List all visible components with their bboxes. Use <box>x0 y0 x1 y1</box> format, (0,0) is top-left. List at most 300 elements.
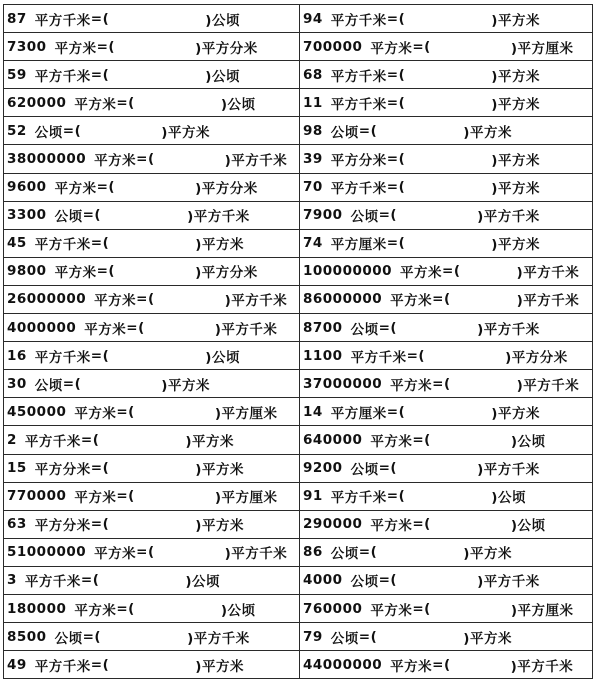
conversion-cell <box>300 398 593 426</box>
quantity-value: 26000000 <box>7 291 87 308</box>
quantity-value: 8700 <box>303 319 343 336</box>
equals-open-paren: =( <box>386 151 406 168</box>
conversion-cell <box>300 342 593 370</box>
conversion-problem <box>4 455 299 482</box>
target-unit: )平方米 <box>491 181 540 198</box>
equals-open-paren: =( <box>386 179 406 196</box>
quantity-value: 38000000 <box>7 151 87 168</box>
quantity-value: 86000000 <box>303 291 383 308</box>
table-row <box>4 510 593 538</box>
table-row <box>4 117 593 145</box>
conversion-problem <box>300 5 592 32</box>
quantity-value: 760000 <box>303 600 363 617</box>
conversion-cell <box>4 482 300 510</box>
conversion-cell <box>300 33 593 61</box>
source-unit: 平方分米 <box>34 462 91 479</box>
conversion-table <box>3 4 593 679</box>
equals-open-paren: =( <box>126 319 145 336</box>
source-unit: 平方千米 <box>350 349 407 366</box>
conversion-cell <box>300 257 593 285</box>
conversion-problem <box>300 342 592 369</box>
quantity-value: 450000 <box>7 403 67 420</box>
quantity-value: 87 <box>7 10 27 27</box>
target-unit: )公顷 <box>205 12 240 29</box>
equals-open-paren: =( <box>90 656 110 673</box>
conversion-cell <box>300 61 593 89</box>
target-unit: )平方厘米 <box>214 405 278 422</box>
quantity-value: 1100 <box>303 347 343 364</box>
target-unit: )公顷 <box>510 518 546 535</box>
quantity-value: 7900 <box>303 207 343 224</box>
conversion-problem <box>4 314 299 341</box>
target-unit: )平方千米 <box>516 293 580 310</box>
target-unit: )平方米 <box>463 546 512 563</box>
table-row <box>4 623 593 651</box>
equals-open-paren: =( <box>386 235 406 252</box>
conversion-cell <box>4 370 300 398</box>
quantity-value: 700000 <box>303 38 363 55</box>
table-row <box>4 89 593 117</box>
conversion-problem <box>4 117 299 144</box>
equals-open-paren: =( <box>386 403 406 420</box>
equals-open-paren: =( <box>62 375 82 392</box>
source-unit: 平方千米 <box>330 12 387 29</box>
source-unit: 平方米 <box>390 377 433 394</box>
source-unit: 公顷 <box>350 321 379 338</box>
target-unit: )平方厘米 <box>510 40 574 57</box>
source-unit: 公顷 <box>350 574 379 591</box>
source-unit: 平方米 <box>74 96 117 113</box>
target-unit: )平方米 <box>463 124 512 141</box>
conversion-cell <box>4 538 300 566</box>
conversion-problem <box>300 174 592 201</box>
conversion-cell <box>4 89 300 117</box>
equals-open-paren: =( <box>90 66 110 83</box>
target-unit: )公顷 <box>185 574 221 591</box>
quantity-value: 70 <box>303 179 323 196</box>
source-unit: 平方千米 <box>330 96 387 113</box>
source-unit: 平方米 <box>390 658 433 675</box>
equals-open-paren: =( <box>136 291 155 308</box>
conversion-problem <box>4 286 299 313</box>
source-unit: 平方米 <box>400 265 443 282</box>
quantity-value: 63 <box>7 516 27 533</box>
conversion-cell <box>300 566 593 594</box>
conversion-cell <box>4 285 300 313</box>
conversion-cell <box>4 117 300 145</box>
quantity-value: 100000000 <box>303 263 393 280</box>
conversion-problem <box>4 623 299 650</box>
quantity-value: 30 <box>7 375 27 392</box>
equals-open-paren: =( <box>358 628 378 645</box>
quantity-value: 290000 <box>303 516 363 533</box>
equals-open-paren: =( <box>62 122 82 139</box>
quantity-value: 79 <box>303 628 323 645</box>
source-unit: 平方米 <box>390 293 433 310</box>
conversion-cell <box>4 398 300 426</box>
equals-open-paren: =( <box>358 544 378 561</box>
conversion-problem <box>300 539 592 566</box>
table-row <box>4 61 593 89</box>
equals-open-paren: =( <box>358 122 378 139</box>
equals-open-paren: =( <box>386 488 406 505</box>
quantity-value: 3 <box>7 572 17 589</box>
conversion-problem <box>4 370 299 397</box>
quantity-value: 640000 <box>303 431 363 448</box>
conversion-problem <box>4 539 299 566</box>
conversion-problem <box>300 230 592 257</box>
table-row <box>4 314 593 342</box>
equals-open-paren: =( <box>90 10 110 27</box>
conversion-problem <box>300 314 592 341</box>
conversion-problem <box>4 342 299 369</box>
conversion-cell <box>4 257 300 285</box>
conversion-problem <box>300 623 592 650</box>
conversion-cell <box>300 538 593 566</box>
target-unit: )平方千米 <box>187 630 250 647</box>
target-unit: )平方米 <box>491 153 540 170</box>
conversion-problem <box>300 370 592 397</box>
conversion-problem <box>300 286 592 313</box>
conversion-problem <box>300 398 592 425</box>
equals-open-paren: =( <box>80 431 100 448</box>
equals-open-paren: =( <box>116 600 135 617</box>
target-unit: )平方分米 <box>195 40 258 57</box>
equals-open-paren: =( <box>412 600 431 617</box>
quantity-value: 68 <box>303 66 323 83</box>
quantity-value: 7300 <box>7 38 47 55</box>
conversion-cell <box>4 5 300 33</box>
equals-open-paren: =( <box>90 460 110 477</box>
conversion-problem <box>300 61 592 88</box>
conversion-problem <box>300 483 592 510</box>
source-unit: 公顷 <box>350 462 379 479</box>
equals-open-paren: =( <box>116 488 135 505</box>
target-unit: )平方千米 <box>224 293 288 310</box>
quantity-value: 86 <box>303 544 323 561</box>
equals-open-paren: =( <box>82 207 102 224</box>
source-unit: 平方米 <box>54 40 97 57</box>
conversion-problem <box>300 117 592 144</box>
conversion-cell <box>300 651 593 679</box>
equals-open-paren: =( <box>432 291 451 308</box>
conversion-problem <box>4 567 299 594</box>
quantity-value: 74 <box>303 235 323 252</box>
conversion-cell <box>300 426 593 454</box>
source-unit: 平方千米 <box>330 68 387 85</box>
conversion-cell <box>300 145 593 173</box>
equals-open-paren: =( <box>412 38 431 55</box>
conversion-cell <box>300 370 593 398</box>
quantity-value: 94 <box>303 10 323 27</box>
target-unit: )平方分米 <box>505 349 568 366</box>
quantity-value: 8500 <box>7 628 47 645</box>
source-unit: 平方米 <box>74 405 117 422</box>
source-unit: 平方米 <box>94 546 137 563</box>
conversion-cell <box>300 454 593 482</box>
target-unit: )平方千米 <box>224 153 288 170</box>
quantity-value: 9600 <box>7 179 47 196</box>
source-unit: 公顷 <box>330 124 359 141</box>
quantity-value: 49 <box>7 656 27 673</box>
equals-open-paren: =( <box>96 179 116 196</box>
target-unit: )平方千米 <box>516 265 580 282</box>
source-unit: 平方米 <box>370 602 413 619</box>
quantity-value: 11 <box>303 94 323 111</box>
source-unit: 平方米 <box>94 153 137 170</box>
quantity-value: 4000 <box>303 572 343 589</box>
conversion-cell <box>300 314 593 342</box>
conversion-cell <box>4 651 300 679</box>
conversion-cell <box>300 89 593 117</box>
table-row <box>4 285 593 313</box>
table-row <box>4 398 593 426</box>
conversion-cell <box>4 510 300 538</box>
source-unit: 平方米 <box>370 518 413 535</box>
conversion-problem <box>4 426 299 453</box>
target-unit: )平方千米 <box>477 321 540 338</box>
conversion-problem <box>300 258 592 285</box>
conversion-cell <box>300 201 593 229</box>
conversion-problem <box>4 61 299 88</box>
table-row <box>4 594 593 622</box>
conversion-cell <box>300 229 593 257</box>
conversion-cell <box>4 566 300 594</box>
conversion-problem <box>300 595 592 622</box>
source-unit: 平方千米 <box>34 12 91 29</box>
source-unit: 公顷 <box>34 124 63 141</box>
quantity-value: 59 <box>7 66 27 83</box>
conversion-cell <box>4 201 300 229</box>
equals-open-paren: =( <box>432 656 451 673</box>
target-unit: )平方米 <box>185 433 235 450</box>
target-unit: )平方分米 <box>195 181 258 198</box>
quantity-value: 9800 <box>7 263 47 280</box>
target-unit: )公顷 <box>205 349 240 366</box>
source-unit: 平方米 <box>370 433 413 450</box>
table-row <box>4 342 593 370</box>
quantity-value: 45 <box>7 235 27 252</box>
equals-open-paren: =( <box>378 460 398 477</box>
table-row <box>4 538 593 566</box>
equals-open-paren: =( <box>90 235 110 252</box>
conversion-problem <box>300 426 592 453</box>
target-unit: )平方米 <box>195 462 244 479</box>
source-unit: 平方千米 <box>34 658 91 675</box>
target-unit: )公顷 <box>220 602 256 619</box>
source-unit: 平方米 <box>94 293 137 310</box>
conversion-problem <box>300 146 592 173</box>
conversion-problem <box>4 89 299 116</box>
conversion-cell <box>300 623 593 651</box>
conversion-cell <box>300 117 593 145</box>
source-unit: 平方米 <box>54 265 97 282</box>
conversion-cell <box>300 285 593 313</box>
source-unit: 公顷 <box>330 630 359 647</box>
equals-open-paren: =( <box>136 544 155 561</box>
equals-open-paren: =( <box>116 403 135 420</box>
conversion-cell <box>300 173 593 201</box>
conversion-cell <box>4 229 300 257</box>
target-unit: )公顷 <box>491 490 526 507</box>
table-row <box>4 145 593 173</box>
source-unit: 平方千米 <box>34 237 91 254</box>
source-unit: 平方千米 <box>34 68 91 85</box>
quantity-value: 37000000 <box>303 375 383 392</box>
table-row <box>4 566 593 594</box>
equals-open-paren: =( <box>406 347 426 364</box>
conversion-problem <box>4 5 299 32</box>
target-unit: )平方米 <box>195 237 244 254</box>
conversion-cell <box>300 482 593 510</box>
table-row <box>4 257 593 285</box>
table-row <box>4 370 593 398</box>
target-unit: )平方厘米 <box>510 602 574 619</box>
quantity-value: 15 <box>7 460 27 477</box>
target-unit: )平方千米 <box>516 377 580 394</box>
quantity-value: 4000000 <box>7 319 77 336</box>
quantity-value: 2 <box>7 431 17 448</box>
target-unit: )平方千米 <box>187 209 250 226</box>
conversion-problem <box>4 483 299 510</box>
equals-open-paren: =( <box>116 94 135 111</box>
target-unit: )平方千米 <box>477 209 540 226</box>
quantity-value: 16 <box>7 347 27 364</box>
equals-open-paren: =( <box>432 375 451 392</box>
conversion-problem <box>300 651 592 678</box>
quantity-value: 620000 <box>7 94 67 111</box>
target-unit: )平方米 <box>491 237 540 254</box>
quantity-value: 91 <box>303 488 323 505</box>
target-unit: )平方米 <box>463 630 512 647</box>
conversion-problem <box>4 174 299 201</box>
source-unit: 平方米 <box>54 181 97 198</box>
quantity-value: 51000000 <box>7 544 87 561</box>
conversion-cell <box>4 173 300 201</box>
quantity-value: 3300 <box>7 207 47 224</box>
conversion-problem <box>4 651 299 678</box>
table-row <box>4 5 593 33</box>
table-row <box>4 426 593 454</box>
table-row <box>4 229 593 257</box>
quantity-value: 44000000 <box>303 656 383 673</box>
equals-open-paren: =( <box>378 207 398 224</box>
source-unit: 公顷 <box>54 209 83 226</box>
source-unit: 平方千米 <box>24 433 81 450</box>
equals-open-paren: =( <box>378 319 398 336</box>
conversion-cell <box>300 5 593 33</box>
source-unit: 平方厘米 <box>330 237 387 254</box>
quantity-value: 14 <box>303 403 323 420</box>
conversion-problem <box>4 258 299 285</box>
conversion-problem <box>4 511 299 538</box>
target-unit: )平方米 <box>491 68 540 85</box>
equals-open-paren: =( <box>378 572 398 589</box>
quantity-value: 770000 <box>7 488 67 505</box>
source-unit: 平方千米 <box>24 574 81 591</box>
equals-open-paren: =( <box>412 516 431 533</box>
conversion-problem <box>4 33 299 60</box>
target-unit: )公顷 <box>205 68 240 85</box>
target-unit: )平方千米 <box>477 462 540 479</box>
source-unit: 平方米 <box>74 602 117 619</box>
equals-open-paren: =( <box>442 263 461 280</box>
target-unit: )平方米 <box>195 658 244 675</box>
conversion-cell <box>4 594 300 622</box>
target-unit: )平方千米 <box>214 321 278 338</box>
table-row <box>4 454 593 482</box>
target-unit: )平方千米 <box>510 658 574 675</box>
source-unit: 平方千米 <box>34 349 91 366</box>
source-unit: 平方分米 <box>330 153 387 170</box>
source-unit: 平方分米 <box>34 518 91 535</box>
target-unit: )平方米 <box>161 377 210 394</box>
source-unit: 平方厘米 <box>330 405 387 422</box>
equals-open-paren: =( <box>412 431 431 448</box>
conversion-cell <box>4 623 300 651</box>
conversion-cell <box>4 145 300 173</box>
conversion-cell <box>4 454 300 482</box>
conversion-problem <box>300 455 592 482</box>
source-unit: 公顷 <box>34 377 63 394</box>
quantity-value: 180000 <box>7 600 67 617</box>
target-unit: )平方千米 <box>224 546 288 563</box>
source-unit: 公顷 <box>330 546 359 563</box>
conversion-cell <box>4 314 300 342</box>
conversion-problem <box>300 567 592 594</box>
equals-open-paren: =( <box>96 38 116 55</box>
table-row <box>4 33 593 61</box>
conversion-problem <box>300 89 592 116</box>
equals-open-paren: =( <box>386 94 406 111</box>
equals-open-paren: =( <box>90 347 110 364</box>
source-unit: 公顷 <box>54 630 83 647</box>
conversion-problem <box>300 33 592 60</box>
conversion-table-body <box>4 5 593 679</box>
source-unit: 平方千米 <box>330 181 387 198</box>
source-unit: 平方米 <box>370 40 413 57</box>
conversion-problem <box>4 230 299 257</box>
table-row <box>4 651 593 679</box>
target-unit: )平方米 <box>161 124 210 141</box>
conversion-problem <box>4 202 299 229</box>
target-unit: )平方米 <box>491 12 540 29</box>
source-unit: 公顷 <box>350 209 379 226</box>
conversion-cell <box>4 61 300 89</box>
conversion-cell <box>4 342 300 370</box>
table-row <box>4 482 593 510</box>
conversion-problem <box>300 202 592 229</box>
target-unit: )平方分米 <box>195 265 258 282</box>
target-unit: )平方厘米 <box>214 490 278 507</box>
target-unit: )平方米 <box>491 96 540 113</box>
table-row <box>4 201 593 229</box>
conversion-problem <box>4 398 299 425</box>
equals-open-paren: =( <box>90 516 110 533</box>
table-row <box>4 173 593 201</box>
equals-open-paren: =( <box>386 66 406 83</box>
equals-open-paren: =( <box>386 10 406 27</box>
target-unit: )平方米 <box>195 518 244 535</box>
conversion-problem <box>4 595 299 622</box>
quantity-value: 9200 <box>303 460 343 477</box>
equals-open-paren: =( <box>80 572 100 589</box>
quantity-value: 98 <box>303 122 323 139</box>
conversion-cell <box>300 510 593 538</box>
equals-open-paren: =( <box>82 628 102 645</box>
quantity-value: 52 <box>7 122 27 139</box>
equals-open-paren: =( <box>136 151 155 168</box>
